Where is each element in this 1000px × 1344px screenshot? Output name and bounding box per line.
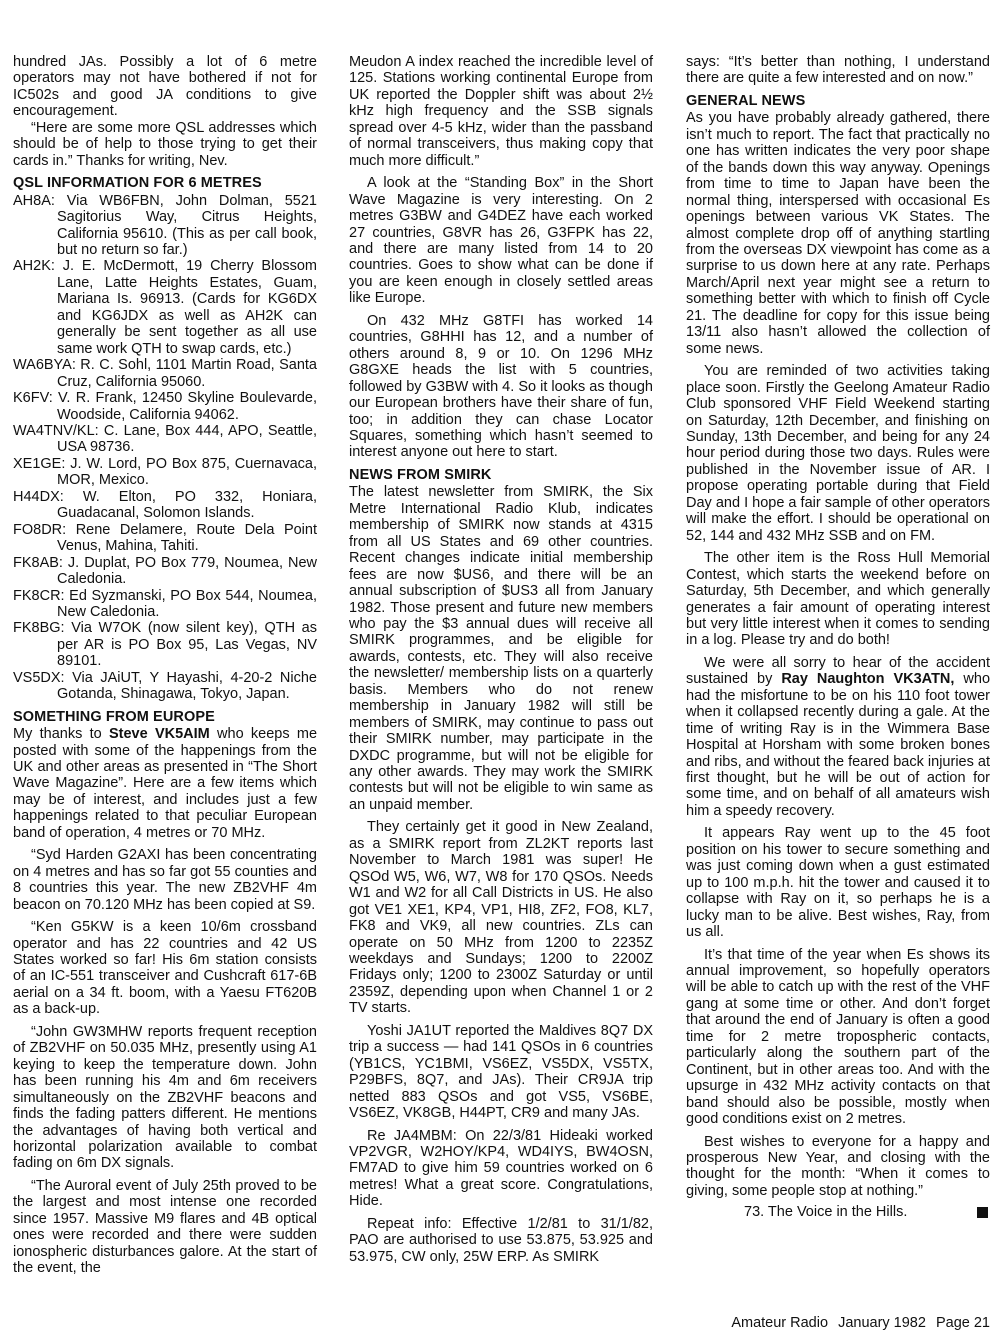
- signoff-text: 73. The Voice in the Hills.: [744, 1204, 908, 1221]
- footer-page: Page 21: [935, 1315, 990, 1331]
- qsl-entry: K6FV: V. R. Frank, 12450 Skyline Boulevarde, Woodside, California 94062.: [13, 390, 317, 423]
- paragraph: [13, 726, 317, 841]
- qsl-entry: H44DX: W. Elton, PO 332, Honiara, Guadacanal, Solomon Islands.: [13, 488, 317, 522]
- qsl-entry: FK8CR: Ed Syzmanski, PO Box 544, Noumea, New Caledonia.: [13, 587, 317, 620]
- qsl-entry: FK8BG: Via W7OK (now silent key), QTH as per AR is PO Box 95, Las Vegas, NV 89101.: [13, 620, 317, 670]
- qsl-entry: FK8AB: J. Duplat, PO Box 779, Noumea, New Caledonia.: [13, 554, 317, 588]
- paragraph: It’s that time of the year when Es shows its annual improvement, so hopefully operators will be able to catch up with the rest of the VHF gang at some time or other. And don’t forget that around the end of January is often a good time for 2 metre tropospheric contacts, particularly along the southern part of the Continent, but in other areas too. And with the upsurge in 432 MHz activity contacts on that band should also be possible, mostly when good conditions exist on 2 metres.: [686, 946, 990, 1128]
- text-run: My thanks to: [13, 726, 102, 743]
- paragraph: The other item is the Ross Hull Memorial Contest, which starts the weekend before on Saturday, 5th December, and which generally generates a fair amount of operating interest but very little interest when it comes to sending in a log. Please try and do both!: [686, 550, 990, 649]
- column-1: [13, 54, 317, 1277]
- paragraph: They certainly get it good in New Zealand, as a SMIRK report from ZL2KT reports last November to March 1981 was super! He QSOd W5, W6, W7, W8 for 170 QSOs. Needs W1 and W2 for all Call Districts in US. He also got VE1 XE1, KP4, VP1, HI8, ZF2, FO8, KL7, FK8 and VK9, all new countries. ZLs can operate on 50 MHz from 1200 to 2235Z weekdays and Sundays; 1200 to 2200Z Fridays only; 1200 to 2300Z Saturday or until 2359Z, depending upon when Channel 1 or 2 TV starts.: [349, 819, 653, 1017]
- paragraph: “Ken G5KW is a keen 10/6m crossband operator and has 22 countries and 42 US States worked so far! His 6m station consists of an IC-551 transceiver and Cushcraft 617-6B aerial on a 34 ft. boom, with a Yaesu FT620B as a back-up.: [13, 919, 317, 1018]
- qsl-entry: WA6BYA: R. C. Sohl, 1101 Martin Road, Santa Cruz, California 95060.: [13, 357, 317, 390]
- callsign-bold: Steve VK5AIM: [108, 726, 210, 743]
- paragraph: The latest newsletter from SMIRK, the Six Metre International Radio Klub, indicates membership of SMIRK now stands at 4315 from all US States and 69 other countries. Recent changes indicate initial membership fees are now $US6, and there will be an annual subscription of $US3 all from January 1982. Those present and future new members who pay the $3 annual dues will receive all SMIRK programmes, and be eligible for awards, contests, etc. They will also receive the newsletter/ membership lists on a quarterly basis. Members who do not renew membership in January 1982 will still be members of SMIRK, may continue to pass out their SMIRK number, may participate in the DXDC programme, but will not be eligible for any other awards. They may work the SMIRK contests but will not be eligible to win same as an unpaid member.: [349, 484, 653, 813]
- qsl-entry: AH2K: J. E. McDermott, 19 Cherry Blossom Lane, Latte Heights Estates, Guam, Mariana Is. 96913. (Cards for KG6DX and KG6JDX as well as AH2K can generally be sent together as all use same work QTH to swap cards, etc.): [13, 258, 317, 357]
- paragraph: A look at the “Standing Box” in the Short Wave Magazine is very interesting. On 2 metres G3BW and G4DEZ have each worked 27 countries, G8VR has 26, G3FPK has 22, and there are many listed from 14 to 20 countries. Goes to show what can be done if you are keen enough in closely settled areas like Europe.: [349, 175, 653, 307]
- text-run: who keeps me posted with some of the happenings from the UK and other areas as presented in “The Short Wave Magazine”. Here are a few items which may be of interest, and includes just a few happenings related to that peculiar European band of operation, 4 metres or 70 MHz.: [13, 726, 318, 841]
- qsl-entry: FO8DR: Rene Delamere, Route Dela Point Venus, Mahina, Tahiti.: [13, 521, 317, 555]
- callsign-bold: Ray Naughton VK3ATN,: [781, 671, 955, 688]
- end-mark-icon: [977, 1207, 988, 1218]
- paragraph: Meudon A index reached the incredible level of 125. Stations working continental Europe from UK reported the Doppler shift was about 2½ kHz high frequency and the SSB signals spread over 4-5 kHz, wider than the passband of normal transceivers, thus making copy that much more difficult.”: [349, 54, 653, 169]
- text-run: We were all sorry to hear of the accident sustained by: [686, 654, 990, 688]
- paragraph: Repeat info: Effective 1/2/81 to 31/1/82, PAO are authorised to use 53.875, 53.925 and 53.975, CW only, 25W ERP. As SMIRK: [349, 1215, 653, 1265]
- paragraph: Re JA4MBM: On 22/3/81 Hideaki worked VP2VGR, W2HOY/KP4, WD4IYS, BW4OSN, FM7AD to give him 59 countries worked on 6 metres! What a great score. Congratulations, Hide.: [349, 1127, 653, 1210]
- column-3: [686, 54, 990, 1221]
- paragraph: It appears Ray went up to the 45 foot position on his tower to secure something and was just coming down when a gust estimated up to 100 m.p.h. hit the tower and caused it to collapse with Ray on it, so perhaps he is a lucky man to be alive. Best wishes, Ray, from us all.: [686, 825, 990, 941]
- qsl-entry: AH8A: Via WB6FBN, John Dolman, 5521 Sagitorius Way, Citrus Heights, California 95610. (This as per call book, but no return so far.): [13, 192, 317, 258]
- paragraph: hundred JAs. Possibly a lot of 6 metre operators may not have bothered if not for IC502s and good JA conditions to give encouragement.: [13, 54, 317, 120]
- paragraph: “John GW3MHW reports frequent reception of ZB2VHF on 50.035 MHz, presently using A1 keying to keep the temperature down. John has been running his 4m and 6m receivers simultaneously on the ZB2VHF beacons and finds the fading patters different. He mentions the advantages of having both vertical and horizontal polarization available to combat fading on 6m DX signals.: [13, 1023, 317, 1172]
- footer-publication: Amateur Radio: [731, 1315, 829, 1331]
- section-heading-smirk: NEWS FROM SMIRK: [349, 466, 492, 483]
- paragraph: [686, 655, 990, 820]
- paragraph: “Here are some more QSL addresses which should be of help to those trying to get their cards in.” Thanks for writing, Nev.: [13, 119, 317, 169]
- paragraph: On 432 MHz G8TFI has worked 14 countries, G8HHI has 12, and a number of others around 8, 9 or 10. On 1296 MHz G8GXE heads the list with 5 countries, followed by G3BW with 4. So it looks as though our European brothers have their share of fun, too; in addition they can chase Locator Squares, something which hasn’t seemed to interest anyone out here to start.: [349, 312, 653, 461]
- section-heading-qsl: QSL INFORMATION FOR 6 METRES: [13, 175, 262, 192]
- paragraph: says: “It’s better than nothing, I understand there are quite a few interested and on now.”: [686, 54, 990, 87]
- section-heading-general: GENERAL NEWS: [686, 92, 806, 109]
- qsl-entry: XE1GE: J. W. Lord, PO Box 875, Cuernavaca, MOR, Mexico.: [13, 455, 317, 489]
- paragraph: Yoshi JA1UT reported the Maldives 8Q7 DX trip a success — had 141 QSOs in 6 countries (YB1CS, YC1BMI, VS6EZ, VS5DX, VS5TX, P29BFS, 8Q7, and JAs). Their CR9JA trip netted 883 QSOs and got VS5, VS6BE, VS6EZ, VK8GB, H44PT, CR9 and many JAs.: [349, 1022, 653, 1122]
- column-2: [349, 54, 653, 1265]
- page-footer: [678, 1315, 990, 1331]
- text-run: who had the misfortune to be on his 110 foot tower when it collapsed recently during a gale. At the time of writing Ray is in the Wimmera Base Hospital at Horsham with some broken bones and ribs, and without the feared back injuries at first thought, but he will be out of action for some time, and on behalf of all amateurs wish him a speedy recovery.: [686, 671, 991, 819]
- footer-issue: January 1982: [838, 1315, 926, 1331]
- signoff: [686, 1204, 990, 1220]
- paragraph: You are reminded of two activities taking place soon. Firstly the Geelong Amateur Radio Club sponsored VHF Field Weekend starting on Saturday, 12th December, and finishing on Sunday, 13th December, and being for any 24 hour period during those two days. Rules were published in the November issue of AR. I propose operating portable during that Field Day and I hope a fair sample of other operators will make the effort. I should be operational on 52, 144 and 432 MHz SSB and on FM.: [686, 363, 990, 544]
- qsl-entry: VS5DX: Via JAiUT, Y Hayashi, 4-20-2 Niche Gotanda, Shinagawa, Tokyo, Japan.: [13, 669, 317, 703]
- section-heading-europe: SOMETHING FROM EUROPE: [13, 708, 215, 725]
- paragraph: As you have probably already gathered, there isn’t much to report. The fact that practically no one has written indicates the very poor shape of the bands down this way anyway. Openings from time to time to Japan have been the normal thing, interspersed with occasional Es openings between various VK States. The almost complete drop off of anything startling from the overseas DX viewpoint has come as a surprise to us down here at any rate. Perhaps March/April next year might see a return to something better with which to finish off Cycle 21. The deadline for copy for this issue being 13/11 also hasn’t allowed the collection of some news.: [686, 110, 990, 357]
- qsl-entry: WA4TNV/KL: C. Lane, Box 444, APO, Seattle, USA 98736.: [13, 422, 317, 456]
- paragraph: “Syd Harden G2AXI has been concentrating on 4 metres and has so far got 55 counties and 8 countries this year. The new ZB2VHF 4m beacon on 70.120 MHz has been copied at S9.: [13, 847, 317, 913]
- paragraph: “The Auroral event of July 25th proved to be the largest and most intense one recorded since 1957. Massive M9 flares and 4B optical ones were recorded and there were sudden ionospheric disturbances galore. At the start of the event, the: [13, 1177, 317, 1277]
- paragraph: Best wishes to everyone for a happy and prosperous New Year, and closing with the thought for the month: “When it comes to giving, some people stop at nothing.”: [686, 1133, 990, 1199]
